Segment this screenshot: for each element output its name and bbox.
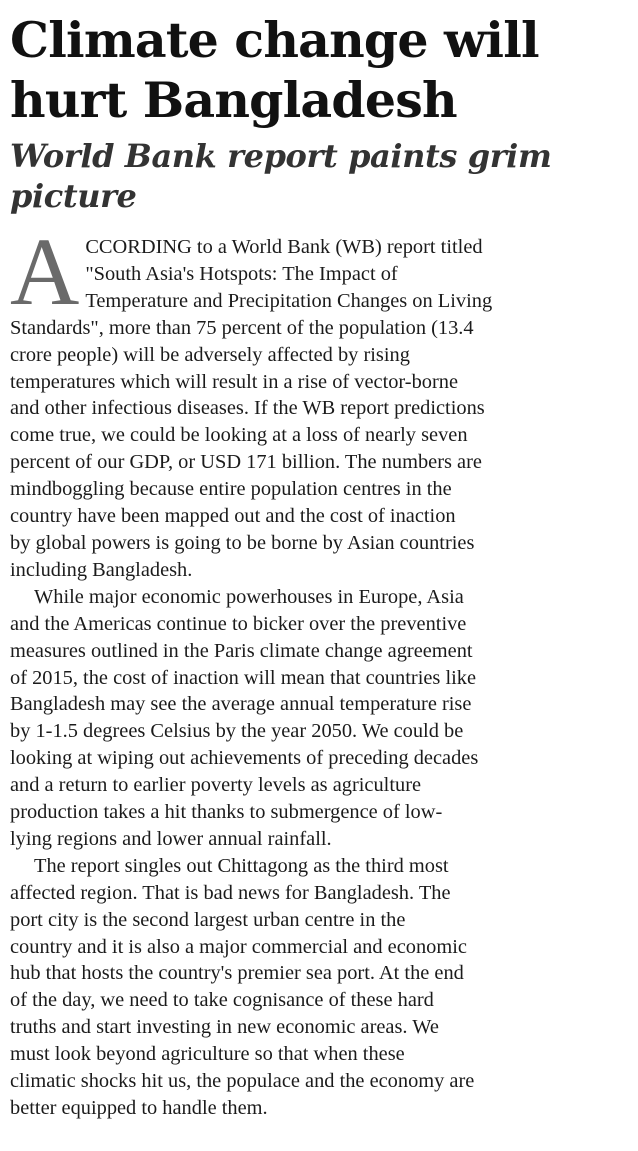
subheadline-line-1: World Bank report paints grim [10,137,552,175]
paragraph-line: and a return to earlier poverty levels as agriculture [10,774,422,797]
subheadline [10,136,622,216]
headline-line-1: Climate change will [10,11,539,69]
article-body [10,218,622,1122]
headline [10,10,622,130]
paragraph-line: production takes a hit thanks to submergence of low- [10,801,443,824]
paragraph-line: measures outlined in the Paris climate change agreement [10,639,473,662]
paragraph-line: must look beyond agriculture so that when these [10,1043,405,1066]
paragraph-line: "South Asia's Hotspots: The Impact of [85,262,398,285]
paragraph-line: country have been mapped out and the cost of inaction [10,505,456,528]
paragraph-line: and other infectious diseases. If the WB report predictions [10,397,485,420]
subheadline-line-2: picture [10,177,137,215]
paragraph-line: including Bangladesh. [10,558,193,581]
paragraph-line: Temperature and Precipitation Changes on Living [85,289,493,312]
paragraph-line: temperatures which will result in a rise of vector-borne [10,370,459,393]
paragraph-2 [10,584,622,853]
paragraph-line: affected region. That is bad news for Bangladesh. The [10,881,451,904]
paragraph-line: come true, we could be looking at a loss of nearly seven [10,424,468,447]
paragraph-line: While major economic powerhouses in Europe, Asia [34,585,464,608]
paragraph-line: better equipped to handle them. [10,1097,268,1119]
headline-line-2: hurt Bangladesh [10,71,457,129]
paragraph-line: by 1-1.5 degrees Celsius by the year 2050. We could be [10,720,464,743]
paragraph-line: hub that hosts the country's premier sea port. At the end [10,962,464,985]
paragraph-line: of the day, we need to take cognisance of these hard [10,989,434,1012]
paragraph-line: The report singles out Chittagong as the third most [34,854,449,877]
paragraph-line: lying regions and lower annual rainfall. [10,827,332,850]
paragraph-line: mindboggling because entire population centres in the [10,478,452,501]
paragraph-line: by global powers is going to be borne by Asian countries [10,531,475,554]
paragraph-line: and the Americas continue to bicker over the preventive [10,612,467,635]
paragraph-line: of 2015, the cost of inaction will mean that countries like [10,666,477,689]
paragraph-line: crore people) will be adversely affected by rising [10,343,410,366]
paragraph-line: truths and start investing in new economic areas. We [10,1016,439,1039]
drop-cap: A [10,218,80,325]
paragraph-line: Standards", more than 75 percent of the population (13.4 [10,316,474,339]
paragraph-line: CCORDING to a World Bank (WB) report titled [85,236,483,258]
paragraph-line: looking at wiping out achievements of preceding decades [10,747,479,770]
paragraph-line: climatic shocks hit us, the populace and the economy are [10,1070,475,1093]
paragraph-line: Bangladesh may see the average annual temperature rise [10,693,472,716]
paragraph-line: country and it is also a major commercial and economic [10,935,467,958]
paragraph-1 [10,218,622,584]
paragraph-line: port city is the second largest urban centre in the [10,908,406,931]
paragraph-line: percent of our GDP, or USD 171 billion. The numbers are [10,451,482,474]
paragraph-3 [10,853,622,1122]
